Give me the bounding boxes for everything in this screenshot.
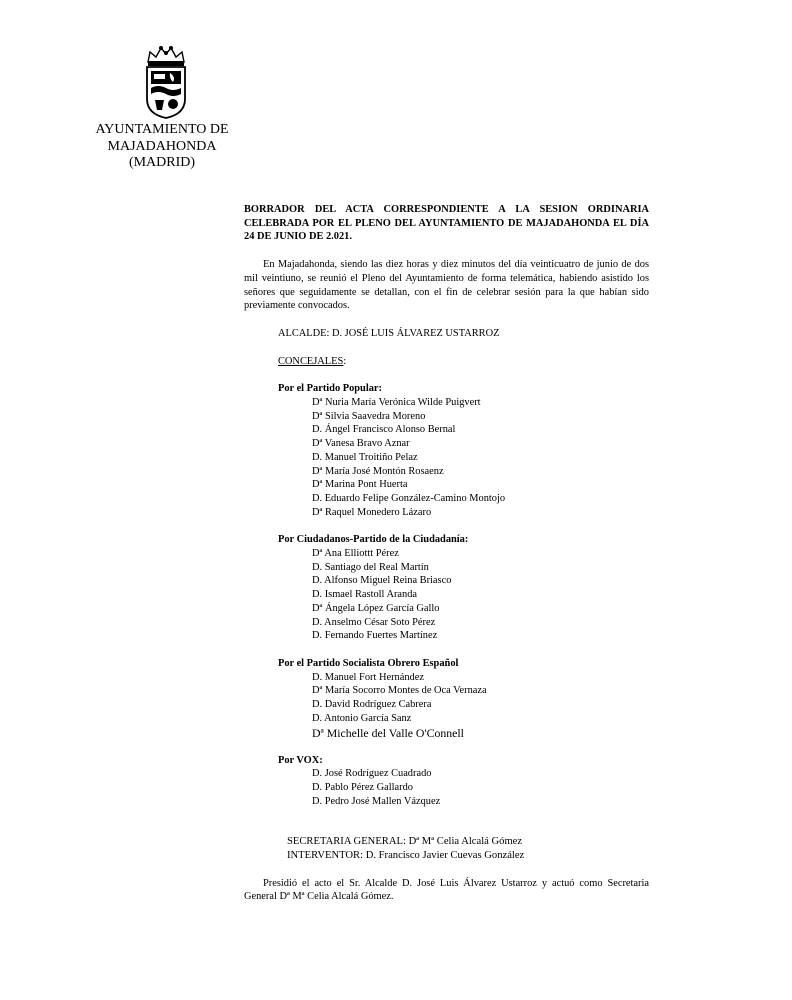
party-title: Por el Partido Popular: bbox=[278, 383, 382, 395]
intro-paragraph: En Majadahonda, siendo las diez horas y diez minutos del día veinticuatro de junio de dos mil veintiuno, se reunió el Pleno del Ayuntamiento de forma telemática, habiendo asistido los señores que seguidamente se detallan, con el fin de celebrar sesión para la que habían sido previamente convocados. bbox=[244, 259, 649, 312]
org-line-3: (MADRID) bbox=[128, 155, 196, 170]
party-title: Por Ciudadanos-Partido de la Ciudadanía: bbox=[278, 534, 469, 546]
member-item: Dª Nuria María Verónica Wilde Puigvert bbox=[312, 397, 481, 409]
member-item: D. Alfonso Miguel Reina Briasco bbox=[312, 575, 452, 587]
member-item: Dª Marina Pont Huerta bbox=[312, 479, 408, 491]
concejales-heading bbox=[278, 355, 649, 369]
org-line-1: AYUNTAMIENTO DE bbox=[95, 122, 229, 137]
member-item: D. Fernando Fuertes Martínez bbox=[312, 630, 438, 642]
member-list bbox=[278, 396, 649, 519]
coat-of-arms-logo bbox=[140, 44, 192, 120]
concejales-colon: : bbox=[343, 355, 347, 367]
member-item: D. Ismael Rastoll Aranda bbox=[312, 589, 418, 601]
party-group-vox bbox=[278, 754, 649, 809]
party-title: Por el Partido Socialista Obrero Español bbox=[278, 657, 459, 669]
member-item: D. Anselmo César Soto Pérez bbox=[312, 616, 436, 628]
member-item: Dª Silvia Saavedra Moreno bbox=[312, 410, 426, 422]
interventor-line: INTERVENTOR: D. Francisco Javier Cuevas González bbox=[287, 850, 525, 862]
member-item: D. Pedro José Mallen Vázquez bbox=[312, 795, 441, 807]
member-item: D. Santiago del Real Martín bbox=[312, 561, 429, 573]
member-item: D. José Rodríguez Cuadrado bbox=[312, 768, 432, 780]
party-group-psoe bbox=[278, 657, 649, 740]
member-item: D. Antonio García Sanz bbox=[312, 712, 412, 724]
concejales-label: CONCEJALES bbox=[278, 355, 344, 367]
member-item: Dª María José Montón Rosaenz bbox=[312, 465, 444, 477]
member-list bbox=[278, 671, 649, 740]
org-line-2: MAJADAHONDA bbox=[107, 138, 217, 154]
member-item: D. Eduardo Felipe González-Camino Montojo bbox=[312, 492, 506, 504]
officials-block bbox=[287, 835, 649, 862]
member-item: Dª María Socorro Montes de Oca Vernaza bbox=[312, 685, 487, 697]
party-group-pp bbox=[278, 382, 649, 519]
member-item: Dª Ana Elliottt Pérez bbox=[312, 548, 399, 560]
document-title: BORRADOR DEL ACTA CORRESPONDIENTE A LA SESION ORDINARIA CELEBRADA POR EL PLENO DEL AYUNTAMIENTO DE MAJADAHONDA EL DÍA 24 DE JUNIO DE 2.021. bbox=[244, 204, 649, 243]
party-group-cs bbox=[278, 533, 649, 643]
member-item: D. Manuel Troitiño Pelaz bbox=[312, 451, 418, 463]
secretaria-line: SECRETARIA GENERAL: Dª Mª Celia Alcalá Gómez bbox=[287, 836, 523, 848]
party-title: Por VOX: bbox=[278, 754, 323, 766]
member-item: Dª Raquel Monedero Lázaro bbox=[312, 506, 432, 518]
member-item: Dª Vanesa Bravo Aznar bbox=[312, 438, 410, 450]
closing-paragraph: Presidió el acto el Sr. Alcalde D. José Luis Álvarez Ustarroz y actuó como Secretaria General Dª Mª Celia Alcalá Gómez. bbox=[244, 877, 649, 903]
document-body bbox=[244, 203, 649, 915]
member-item: D. Ángel Francisco Alonso Bernal bbox=[312, 424, 456, 436]
member-item: Dª Michelle del Valle O'Connell bbox=[312, 725, 464, 740]
member-item: D. David Rodríguez Cabrera bbox=[312, 699, 432, 711]
member-list bbox=[278, 547, 649, 643]
member-item: D. Pablo Pérez Gallardo bbox=[312, 781, 413, 793]
alcalde-line: ALCALDE: D. JOSÉ LUIS ÁLVAREZ USTARROZ bbox=[278, 327, 500, 339]
member-item: Dª Ángela López García Gallo bbox=[312, 602, 440, 614]
member-item: D. Manuel Fort Hernández bbox=[312, 671, 424, 683]
organization-name bbox=[84, 122, 240, 172]
member-list bbox=[278, 767, 649, 808]
